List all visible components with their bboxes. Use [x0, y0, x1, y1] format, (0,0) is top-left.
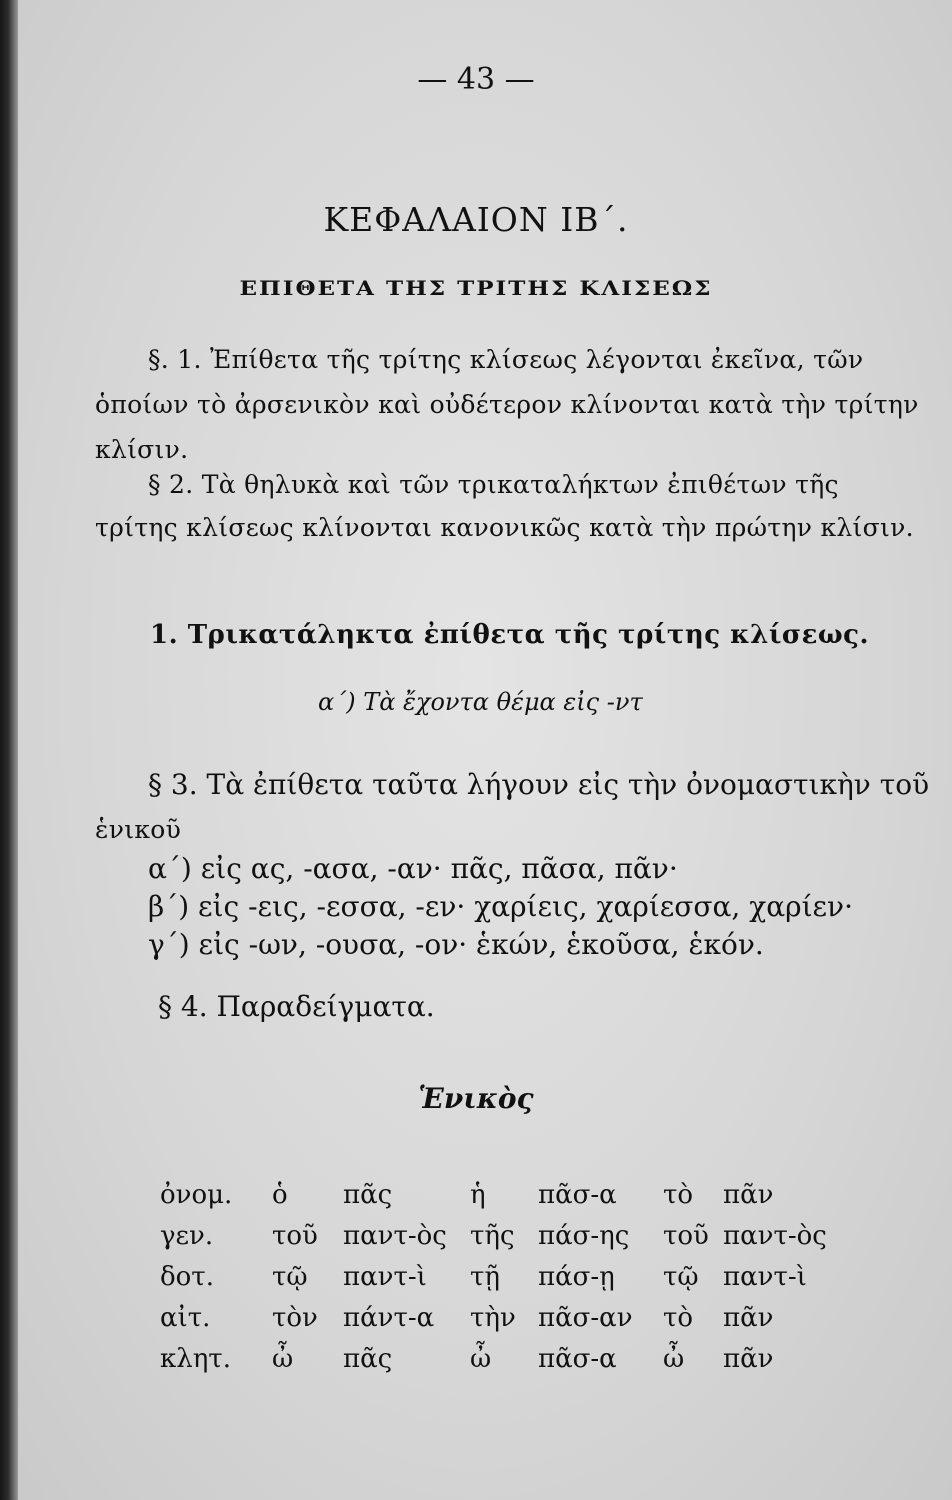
article-neut: τὸ: [663, 1180, 694, 1210]
ending-a: α΄) εἰς ας, -ασα, -αν· πᾶς, πᾶσα, πᾶν·: [148, 852, 678, 885]
article-neut: τοῦ: [663, 1221, 709, 1251]
para2-line2: τρίτης κλίσεως κλίνονται κανονικῶς κατὰ τὴν πρώτην κλίσιν.: [95, 513, 914, 542]
article-fem: ἡ: [470, 1180, 486, 1210]
case-label: ὀνομ.: [160, 1180, 233, 1210]
form-fem: πάσ-ης: [538, 1221, 630, 1251]
form-neut: πᾶν: [723, 1344, 774, 1374]
page-number: — 43 —: [417, 62, 535, 97]
form-masc: πάντ-α: [343, 1303, 435, 1333]
article-masc: ὁ: [272, 1180, 288, 1210]
article-neut: τῷ: [663, 1262, 699, 1292]
article-neut: τὸ: [663, 1303, 694, 1333]
article-masc: τοῦ: [272, 1221, 318, 1251]
form-neut: πᾶν: [723, 1303, 774, 1333]
table-row: [160, 1344, 860, 1385]
form-neut: παντ-ὶ: [723, 1262, 807, 1292]
para3-line1: § 3. Τὰ ἐπίθετα ταῦτα λήγουν εἰς τὴν ὀνομαστικὴν τοῦ: [148, 768, 930, 801]
article-fem: τῇ: [470, 1262, 500, 1292]
article-fem: τὴν: [470, 1303, 516, 1333]
table-row: [160, 1180, 860, 1221]
table-row: [160, 1221, 860, 1262]
para2-line1: § 2. Τὰ θηλυκὰ καὶ τῶν τρικαταλήκτων ἐπιθέτων τῆς: [148, 470, 839, 499]
form-masc: παντ-ὸς: [343, 1221, 447, 1251]
ending-b: β΄) εἰς -εις, -εσσα, -εν· χαρίεις, χαρίεσσα, χαρίεν·: [148, 890, 853, 923]
para1-line3: κλίσιν.: [95, 435, 189, 464]
chapter-title: ΚΕΦΑΛΑΙΟΝ ΙΒ΄.: [323, 200, 629, 239]
form-neut: πᾶν: [723, 1180, 774, 1210]
case-label: κλητ.: [160, 1344, 231, 1374]
declension-table: [160, 1180, 860, 1385]
ending-c: γ΄) εἰς -ων, -ουσα, -ον· ἑκών, ἑκοῦσα, ἑκόν.: [148, 928, 764, 961]
table-row: [160, 1262, 860, 1303]
subsection-heading: 1. Τρικατάληκτα ἐπίθετα τῆς τρίτης κλίσεως.: [150, 620, 870, 650]
subsubsection-heading: α΄) Τὰ ἔχοντα θέμα εἰς -ντ: [318, 688, 643, 716]
form-neut: παντ-ὸς: [723, 1221, 827, 1251]
form-fem: πάσ-ῃ: [538, 1262, 615, 1292]
form-fem: πᾶσ-α: [538, 1180, 617, 1210]
article-masc: τῷ: [272, 1262, 308, 1292]
article-masc: τὸν: [272, 1303, 318, 1333]
number-heading: Ἑνικὸς: [418, 1082, 534, 1115]
form-fem: πᾶσ-α: [538, 1344, 617, 1374]
article-fem: τῆς: [470, 1221, 515, 1251]
form-masc: παντ-ὶ: [343, 1262, 427, 1292]
case-label: αἰτ.: [160, 1303, 211, 1333]
form-masc: πᾶς: [343, 1344, 393, 1374]
case-label: δοτ.: [160, 1262, 214, 1292]
form-fem: πᾶσ-αν: [538, 1303, 633, 1333]
table-row: [160, 1303, 860, 1344]
article-neut: ὦ: [663, 1344, 685, 1374]
para1-line2: ὁποίων τὸ ἀρσενικὸν καὶ οὐδέτερον κλίνονται κατὰ τὴν τρίτην: [95, 390, 919, 419]
case-label: γεν.: [160, 1221, 214, 1251]
para3-line2: ἑνικοῦ: [95, 815, 182, 844]
section-title: ΕΠΙΘΕΤΑ ΤΗΣ ΤΡΙΤΗΣ ΚΛΙΣΕΩΣ: [239, 277, 713, 300]
article-fem: ὦ: [470, 1344, 492, 1374]
para1-line1: §. 1. Ἐπίθετα τῆς τρίτης κλίσεως λέγονται ἐκεῖνα, τῶν: [148, 345, 864, 374]
form-masc: πᾶς: [343, 1180, 393, 1210]
para4: § 4. Παραδείγματα.: [158, 990, 435, 1023]
article-masc: ὦ: [272, 1344, 294, 1374]
